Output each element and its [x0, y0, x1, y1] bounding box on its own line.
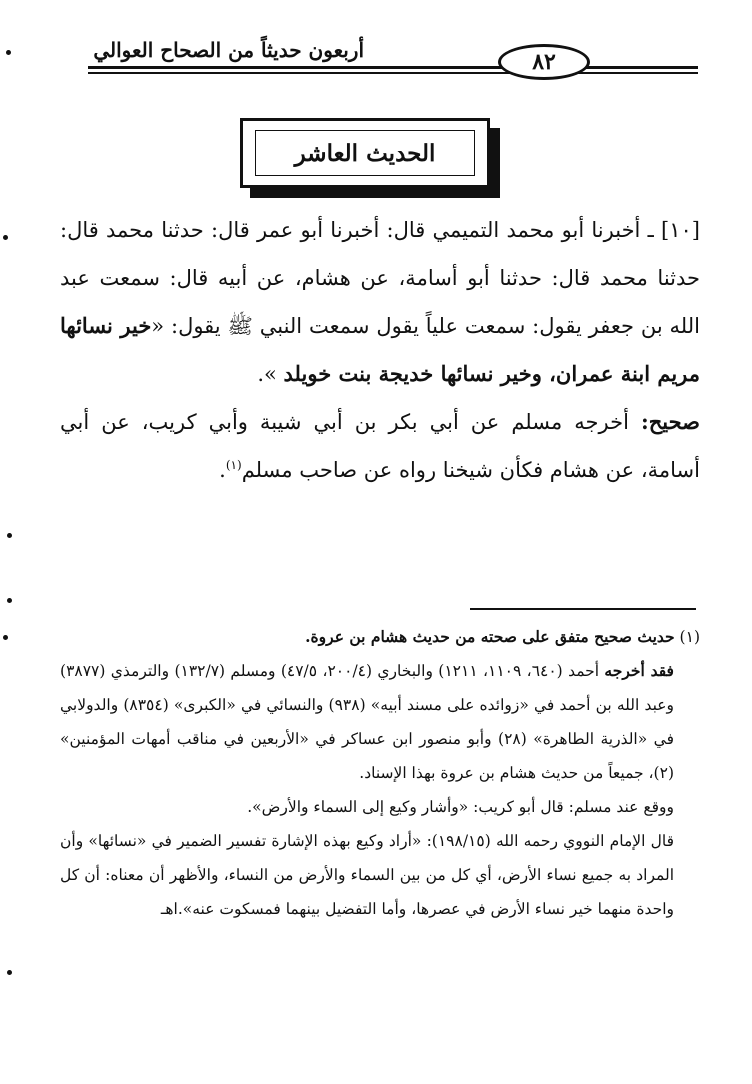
footnote-1-sources — [60, 654, 700, 790]
margin-mark — [3, 635, 8, 640]
margin-mark — [7, 970, 12, 975]
margin-mark — [6, 50, 11, 55]
hadith-closing: ». — [257, 362, 277, 386]
footnote-1-muslim-note: ووقع عند مسلم: قال أبو كريب: «وأشار وكيع إلى السماء والأرض». — [247, 798, 674, 816]
grading-end: . — [219, 458, 226, 482]
footnotes — [60, 620, 700, 926]
hadith-matn: خير نسائها مريم ابنة عمران، وخير نسائها خديجة بنت خويلد — [60, 313, 700, 386]
grading-label: صحيح: — [640, 409, 700, 434]
hadith-isnad: أخبرنا أبو محمد التميمي قال: أخبرنا أبو عمر قال: حدثنا محمد قال: حدثنا محمد قال: حدثنا أبو أسامة، عن هشام، عن أبيه قال: سمعت عبد الله بن جعفر يقول: سمعت علياً يقول سمعت النبي ﷺ يقول: « — [60, 218, 700, 338]
footnote-1-heading-line — [60, 620, 700, 654]
hadith-body — [60, 206, 700, 494]
footnote-1-heading: حديث صحيح متفق على صحته من حديث هشام بن عروة. — [305, 627, 675, 646]
footnote-separator — [470, 608, 696, 610]
hadith-number: [١٠] ـ — [647, 218, 700, 242]
footnote-1-nawawi-note: قال الإمام النووي رحمه الله (١٩٨/١٥): «أراد وكيع بهذه الإشارة تفسير الضمير في «نسائها» وأن المراد به جميع نساء الأرض، أي كل من بين السماء والأرض من النساء، والأظهر أن معناه: أن كل واحدة منهما خير نساء الأرض في عصرها، وأما التفضيل بينهما فمسكوت عنه».اهـ — [60, 832, 675, 918]
header-rule-top — [88, 66, 698, 69]
margin-mark — [7, 533, 12, 538]
grading-paragraph — [60, 398, 700, 494]
footnote-1-sources-text: أحمد (٦٤٠، ١١٠٩، ١٢١١) والبخاري (٢٠٠/٤، ٤٧/٥) ومسلم (١٣٢/٧) والترمذي (٣٨٧٧) وعبد الله بن أحمد في «زوائده على مسند أبيه» (٩٣٨) والنسائي في «الكبرى» (٨٣٥٤) والدولابي في «الذرية الطاهرة» (٢٨) وأبو منصور ابن عساكر في «الأربعين في مناقب أمهات المؤمنين» (٢)، جميعاً من حديث هشام بن عروة بهذا الإسناد. — [60, 662, 674, 782]
footnote-1-lead: فقد أخرجه — [604, 661, 674, 680]
page-number: ٨٢ — [498, 44, 590, 80]
margin-mark — [3, 235, 8, 240]
margin-mark — [7, 598, 12, 603]
hadith-paragraph — [60, 206, 700, 398]
footnote-ref: (١) — [225, 458, 242, 472]
section-title-box — [240, 118, 490, 188]
header-rule-bottom — [88, 72, 698, 74]
running-title: أربعون حديثاً من الصحاح العوالي — [93, 38, 364, 62]
section-title: الحديث العاشر — [255, 130, 475, 176]
footnote-1-number: (١) — [679, 628, 700, 646]
grading-text: أخرجه مسلم عن أبي بكر بن أبي شيبة وأبي كريب، عن أبي أسامة، عن هشام فكأن شيخنا رواه عن صاحب مسلم — [60, 410, 700, 482]
